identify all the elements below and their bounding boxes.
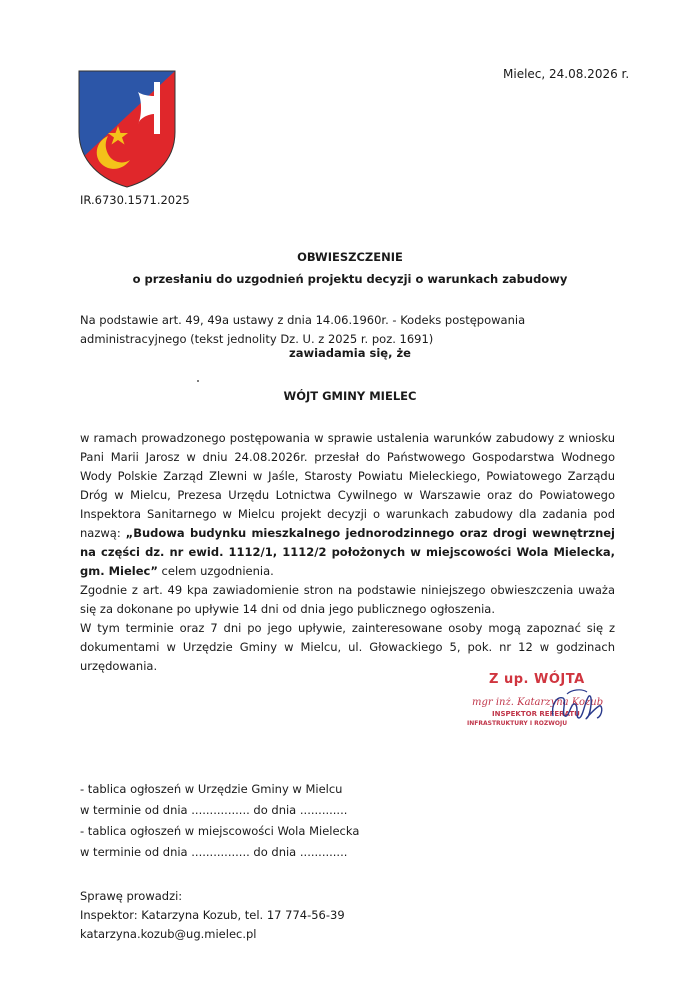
notice-line-2: w terminie od dnia ................ do dnia ............. bbox=[80, 803, 348, 817]
place-date: Mielec, 24.08.2026 r. bbox=[503, 67, 630, 81]
legal-basis: Na podstawie art. 49, 49a ustawy z dnia 14.06.1960r. - Kodeks postępowania administracyjnego (tekst jednolity Dz. U. z 2025 r. poz. 1691) bbox=[80, 313, 526, 346]
stamp-line-4: INFRASTRUKTURY I ROZWOJU bbox=[467, 720, 568, 727]
coat-of-arms-icon bbox=[78, 70, 176, 188]
paragraph-access: W tym terminie oraz 7 dni po jego upływie, zainteresowane osoby mogą zapoznać się z dokumentami w Urzędzie Gminy w Mielcu, ul. Głowackiego 5, pok. nr 12 w godzinach urzędowania. bbox=[80, 621, 615, 673]
notice-line-4: w terminie od dnia ................ do dnia ............. bbox=[80, 845, 348, 859]
paragraph-main-start: w ramach prowadzonego postępowania w sprawie ustalenia warunków zabudowy z wniosku Pani Marii Jarosz w dniu 24.08.2026r. przesłał do Państwowego Gospodarstwa Wodnego Wody Polskie Zarząd Zlewni w Jaśle, Starosty Powiatu Mieleckiego, Powiatowego Zarządu Dróg w Mielcu, Prezesa Urzędu Lotnictwa Cywilnego w Warszawie oraz do Powiatowego Inspektora Sanitarnego w Mielcu projekt decyzji o warunkach zabudowy dla zadania pod nazwą: bbox=[80, 431, 615, 540]
paragraph-main-end: celem uzgodnienia. bbox=[157, 564, 274, 578]
case-handler-email[interactable]: katarzyna.kozub@ug.mielec.pl bbox=[80, 927, 257, 941]
signature-icon bbox=[547, 684, 607, 729]
main-content bbox=[80, 429, 615, 676]
notice-line-1: - tablica ogłoszeń w Urzędzie Gminy w Mielcu bbox=[80, 782, 343, 796]
project-name: „Budowa budynku mieszkalnego jednorodzinnego oraz drogi wewnętrznej na części dz. nr ewid. 1112/1, 1112/2 położonych w miejscowości Wola Mielecka, gm. Mielec” bbox=[80, 526, 615, 578]
stamp-line-1: Z up. WÓJTA bbox=[489, 672, 585, 687]
case-handler-inspector: Inspektor: Katarzyna Kozub, tel. 17 774-56-39 bbox=[80, 908, 345, 922]
paragraph-main bbox=[80, 429, 615, 581]
case-handler bbox=[80, 887, 345, 944]
case-handler-label: Sprawę prowadzi: bbox=[80, 889, 183, 903]
notice-line-3: - tablica ogłoszeń w miejscowości Wola Mielecka bbox=[80, 824, 360, 838]
reference-number: IR.6730.1571.2025 bbox=[80, 193, 190, 207]
stamp-line-3: INSPEKTOR REFERATU bbox=[492, 710, 580, 718]
stamp-line-2: mgr inż. Katarzyna Kozub bbox=[472, 697, 604, 708]
announce-line: zawiadamia się, że bbox=[289, 346, 411, 360]
document-subtitle: o przesłaniu do uzgodnień projektu decyzji o warunkach zabudowy bbox=[132, 272, 568, 286]
authority-name: WÓJT GMINY MIELEC bbox=[283, 389, 417, 403]
paragraph-notification: Zgodnie z art. 49 kpa zawiadomienie stron na podstawie niniejszego obwieszczenia uważa się za dokonane po upływie 14 dni od dnia jego publicznego ogłoszenia. bbox=[80, 583, 615, 616]
official-stamp bbox=[462, 670, 612, 740]
scan-dot bbox=[197, 380, 199, 382]
document-title: OBWIESZCZENIE bbox=[297, 250, 403, 264]
notice-board bbox=[80, 779, 359, 863]
